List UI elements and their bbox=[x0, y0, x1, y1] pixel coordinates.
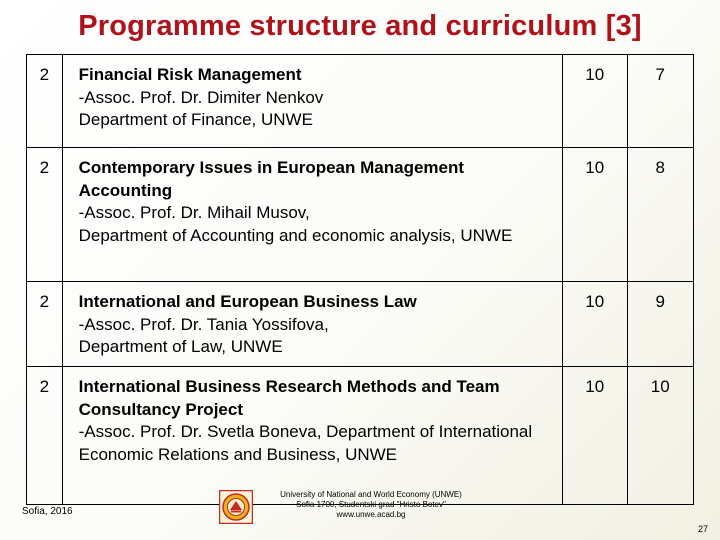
ects-cell: 10 bbox=[562, 148, 627, 282]
teacher-line: -Assoc. Prof. Dr. Tania Yossifova, bbox=[78, 314, 329, 334]
teacher-line: Department of Law, UNWE bbox=[78, 337, 283, 356]
course-name: International and European Business Law bbox=[78, 292, 417, 311]
university-website: www.unwe.acad.bg bbox=[336, 510, 406, 519]
teacher-line: Department of Finance, UNWE bbox=[78, 110, 313, 129]
course-name: Financial Risk Management bbox=[78, 65, 302, 84]
course-cell bbox=[62, 367, 562, 505]
table-row bbox=[27, 55, 694, 148]
semester-cell: 2 bbox=[27, 367, 63, 505]
page-title: Programme structure and curriculum [3] bbox=[78, 10, 642, 42]
course-number-cell: 8 bbox=[627, 148, 693, 282]
course-number-cell: 9 bbox=[627, 282, 693, 367]
university-info bbox=[262, 490, 480, 520]
ects-cell: 10 bbox=[562, 282, 627, 367]
table-row bbox=[27, 367, 694, 505]
page-number: 27 bbox=[697, 524, 708, 534]
teacher-line: -Assoc. Prof. Dr. Dimiter Nenkov bbox=[78, 87, 324, 107]
course-name: Contemporary Issues in European Management Accounting bbox=[78, 158, 465, 200]
course-cell bbox=[62, 282, 562, 367]
university-seal-icon bbox=[219, 490, 253, 524]
course-name: International Business Research Methods and Team Consultancy Project bbox=[78, 377, 500, 419]
teacher-line: -Assoc. Prof. Dr. Svetla Boneva, Department of International Economic Relations and Business, UNWE bbox=[78, 422, 533, 464]
course-cell bbox=[62, 148, 562, 282]
curriculum-table bbox=[26, 54, 694, 505]
ects-cell: 10 bbox=[562, 367, 627, 505]
footer-location: Sofia, 2016 bbox=[22, 506, 73, 517]
semester-cell: 2 bbox=[27, 282, 63, 367]
university-address: Sofia 1700, Studentski grad "Hristo Botev" bbox=[296, 500, 446, 509]
university-name: University of National and World Economy (UNWE) bbox=[280, 490, 462, 499]
course-number-cell: 10 bbox=[627, 367, 693, 505]
table-row bbox=[27, 282, 694, 367]
table-row bbox=[27, 148, 694, 282]
course-number-cell: 7 bbox=[627, 55, 693, 148]
teacher-line: -Assoc. Prof. Dr. Mihail Musov, bbox=[78, 203, 310, 222]
teacher-line: Department of Accounting and economic analysis, UNWE bbox=[78, 225, 513, 245]
ects-cell: 10 bbox=[562, 55, 627, 148]
course-cell bbox=[62, 55, 562, 148]
semester-cell: 2 bbox=[27, 148, 63, 282]
semester-cell: 2 bbox=[27, 55, 63, 148]
